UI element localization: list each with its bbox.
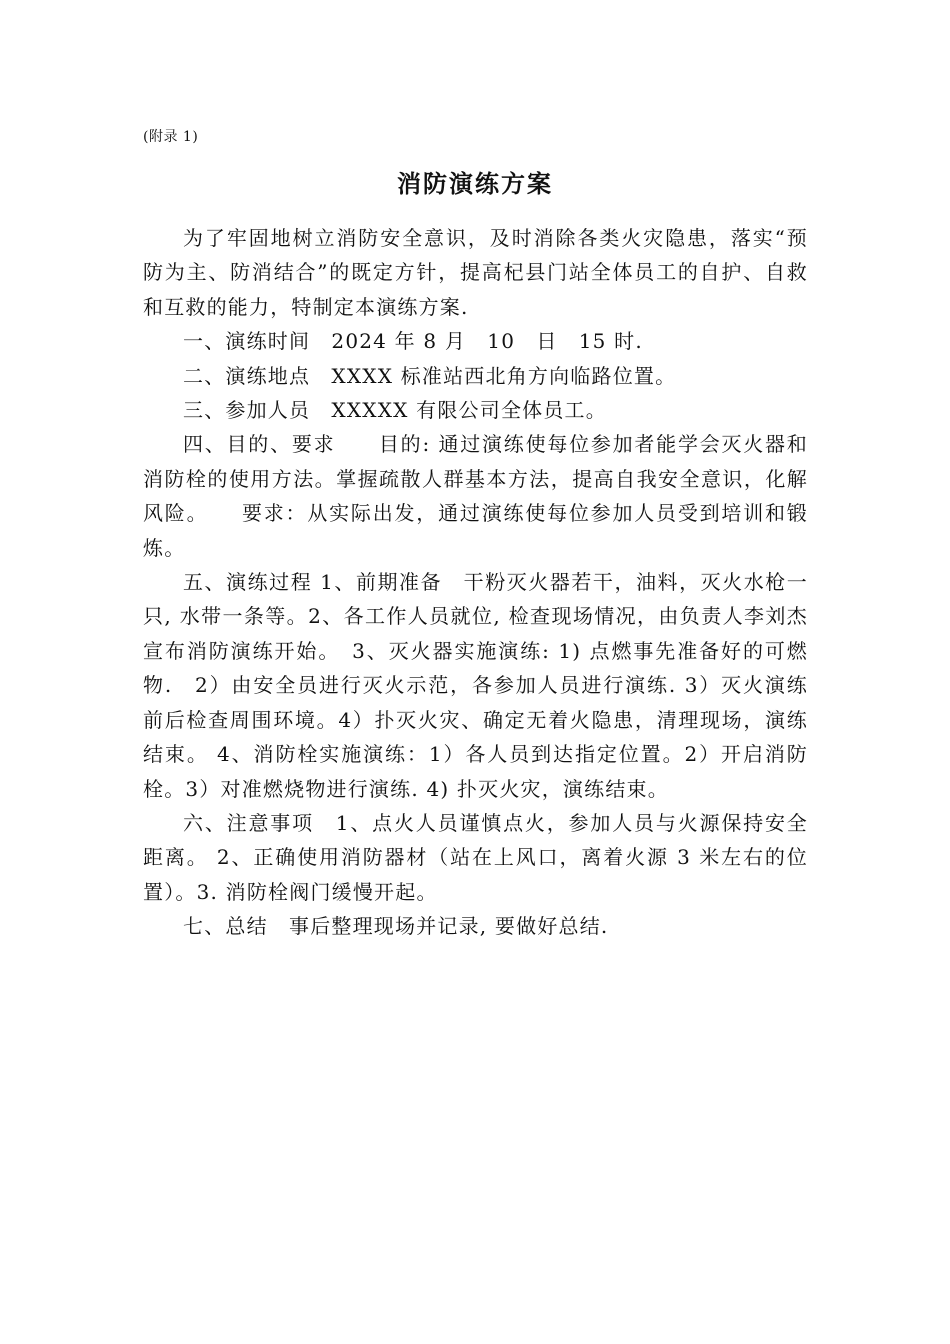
intro-paragraph: 为了牢固地树立消防安全意识，及时消除各类火灾隐患，落实“预防为主、防消结合”的既定方针，提高杞县门站全体员工的自护、自救和互救的能力，特制定本演练方案. <box>143 226 808 319</box>
section-participants: 三、参加人员 XXXXX 有限公司全体员工。 <box>183 398 607 423</box>
document-title: 消防演练方案 <box>397 169 553 198</box>
section-summary: 七、总结 事后整理现场并记录, 要做好总结. <box>183 914 609 939</box>
section-drill-process: 五、演练过程 1、前期准备 干粉灭火器若干，油料，灭火水枪一只, 水带一条等。2、各工作人员就位, 检查现场情况，由负责人李刘杰宣布消防演练开始。 3、灭火器实施演练: 1) 点燃事先准备好的可燃物. 2）由安全员进行灭火示范，各参加人员进行演练. 3）灭火演练前后检查周围环境。4）扑灭火灾、确定无着火隐患，清理现场，演练结束。 4、消防栓实施演练：1）各人员到达指定位置。2）开启消防栓。3）对准燃烧物进行演练. 4) 扑灭火灾，演练结束。 <box>143 570 808 801</box>
section-drill-location: 二、演练地点 XXXX 标准站西北角方向临路位置。 <box>183 363 677 388</box>
section-precautions: 六、注意事项 1、点火人员谨慎点火，参加人员与火源保持安全距离。 2、正确使用消防器材（站在上风口，离着火源 3 米左右的位置）。3. 消防栓阀门缓慢开起。 <box>143 810 808 904</box>
section-purpose-requirements: 四、目的、要求 目的: 通过演练使每位参加者能学会灭火器和消防栓的使用方法。掌握疏散人群基本方法，提高自我安全意识，化解风险。 要求：从实际出发，通过演练使每位参加人员受到培训和锻炼。 <box>143 432 808 560</box>
appendix-label: (附录 1) <box>143 129 199 145</box>
document-body <box>143 221 808 944</box>
section-drill-time: 一、演练时间 2024 年 8 月 10 日 15 时. <box>183 329 643 354</box>
